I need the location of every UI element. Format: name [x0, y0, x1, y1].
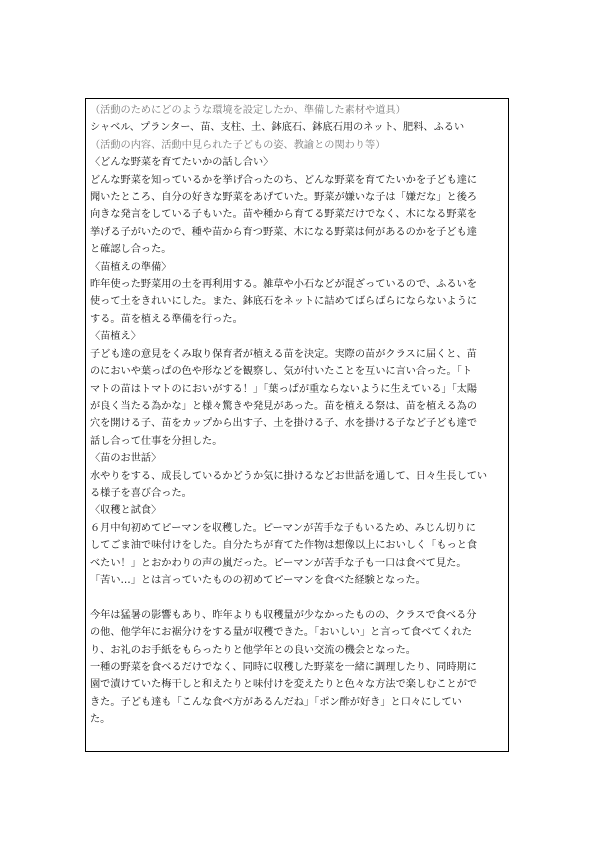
materials-list: シャベル、プランター、苗、支柱、土、鉢底石、鉢底石用のネット、肥料、ふるい: [90, 122, 465, 134]
paragraph-line: 園で漬けていた梅干しと和えたりと味付けを変えたりと色々な方法で楽しむことがで: [90, 679, 478, 691]
paragraph-line: 向きな発言をしている子もいた。苗や種から育てる野菜だけでなく、木になる野菜を: [90, 209, 477, 221]
paragraph-line: 話し合って仕事を分担した。: [90, 435, 223, 447]
paragraph-line: してごま油で味付けをした。自分たちが育てた作物は想像以上においしく「もっと食: [90, 540, 478, 552]
section-care: [90, 450, 504, 502]
paragraph-line: 聞いたところ、自分の好きな野菜をあげていた。野菜が嫌いな子は「嫌だな」と後ろ: [90, 192, 478, 204]
paragraph-line: ６月中旬初めてピーマンを収穫した。ピーマンが苦手な子もいるため、みじん切りに: [90, 522, 476, 534]
paragraph-line: 今年は猛暑の影響もあり、昨年よりも収穫量が少なかったものの、クラスで食べる分: [90, 609, 477, 621]
paragraph-line: が良く当たる為かな」と様々驚きや発見があった。苗を植える祭は、苗を植える為の: [90, 400, 478, 412]
paragraph-spacer: [90, 589, 504, 606]
section-planting-prep: [90, 259, 504, 329]
paragraph-line: 穴を開ける子、苗をカップから出す子、土を掛ける子、水を掛ける子など子ども達で: [90, 418, 478, 430]
section-planting: [90, 328, 504, 450]
paragraph-line: する。苗を植える準備を行った。: [90, 313, 243, 325]
content-note: （活動の内容、活動中見られた子どもの姿、教諭との関わり等）: [90, 139, 386, 151]
paragraph-line: きた。子ども達も「こんな食べ方があるんだね」「ポン酢が好き」と口々にしてい: [90, 696, 462, 708]
materials-note: （活動のためにどのような環境を設定したか、準備した素材や道具）: [90, 105, 406, 116]
paragraph-line: と確認し合った。: [90, 244, 172, 256]
paragraph-line: 「苦い…」とは言っていたものの初めてピーマンを食べた経験となった。: [90, 574, 426, 586]
section-heading: 〈苗植え〉: [90, 331, 141, 343]
paragraph-line: の他、他学年にお裾分けをする量が収穫できた。「おいしい」と言って食べてくれた: [90, 627, 473, 639]
section-heading: 〈どんな野菜を育てたいかの話し合い〉: [90, 157, 274, 169]
paragraph-line: る様子を喜び合った。: [90, 487, 192, 499]
section-heading: 〈苗のお世話〉: [90, 453, 162, 465]
paragraph-line: マトの苗はトマトのにおいがする！」「葉っぱが重ならないように生えている」「太陽: [90, 383, 478, 395]
paragraph-line: 使って土をきれいにした。また、鉢底石をネットに詰めてばらばらにならないように: [90, 296, 478, 308]
paragraph-line: た。: [90, 714, 111, 726]
paragraph-line: のにおいや葉っぱの色や形などを観察し、気が付いたことを互いに言い合った。「ト: [90, 366, 473, 378]
paragraph-line: どんな野菜を知っているかを挙げ合ったのち、どんな野菜を育てたいかを子ども達に: [90, 174, 478, 186]
section-harvest: [90, 502, 504, 589]
closing-paragraph: [90, 607, 504, 729]
paragraph-line: 一種の野菜を食べるだけでなく、同時に収穫した野菜を一緒に調理したり、同時期に: [90, 661, 477, 673]
paragraph-line: 挙げる子がいたので、種や苗から育つ野菜、木になる野菜は何があるのかを子ども達: [90, 226, 477, 238]
section-heading: 〈収穫と試食〉: [90, 505, 162, 517]
paragraph-line: り、お礼のお手紙をもらったりと他学年との良い交流の機会となった。: [90, 644, 416, 656]
section-discussion: [90, 154, 504, 258]
paragraph-line: 子ども達の意見をくみ取り保育者が植える苗を決定。実際の苗がクラスに届くと、苗: [90, 348, 477, 360]
section-heading: 〈苗植えの準備〉: [90, 261, 172, 273]
paragraph-line: 水やりをする、成長しているかどうか気に掛けるなどお世話を通して、日々生長してい: [90, 470, 488, 482]
paragraph-line: べたい！」とおかわりの声の嵐だった。ピーマンが苦手な子も一口は食べて見た。: [90, 557, 467, 569]
paragraph-line: 昨年使った野菜用の土を再利用する。雑草や小石などが混ざっているので、ふるいを: [90, 279, 477, 291]
document-body: [90, 102, 504, 729]
